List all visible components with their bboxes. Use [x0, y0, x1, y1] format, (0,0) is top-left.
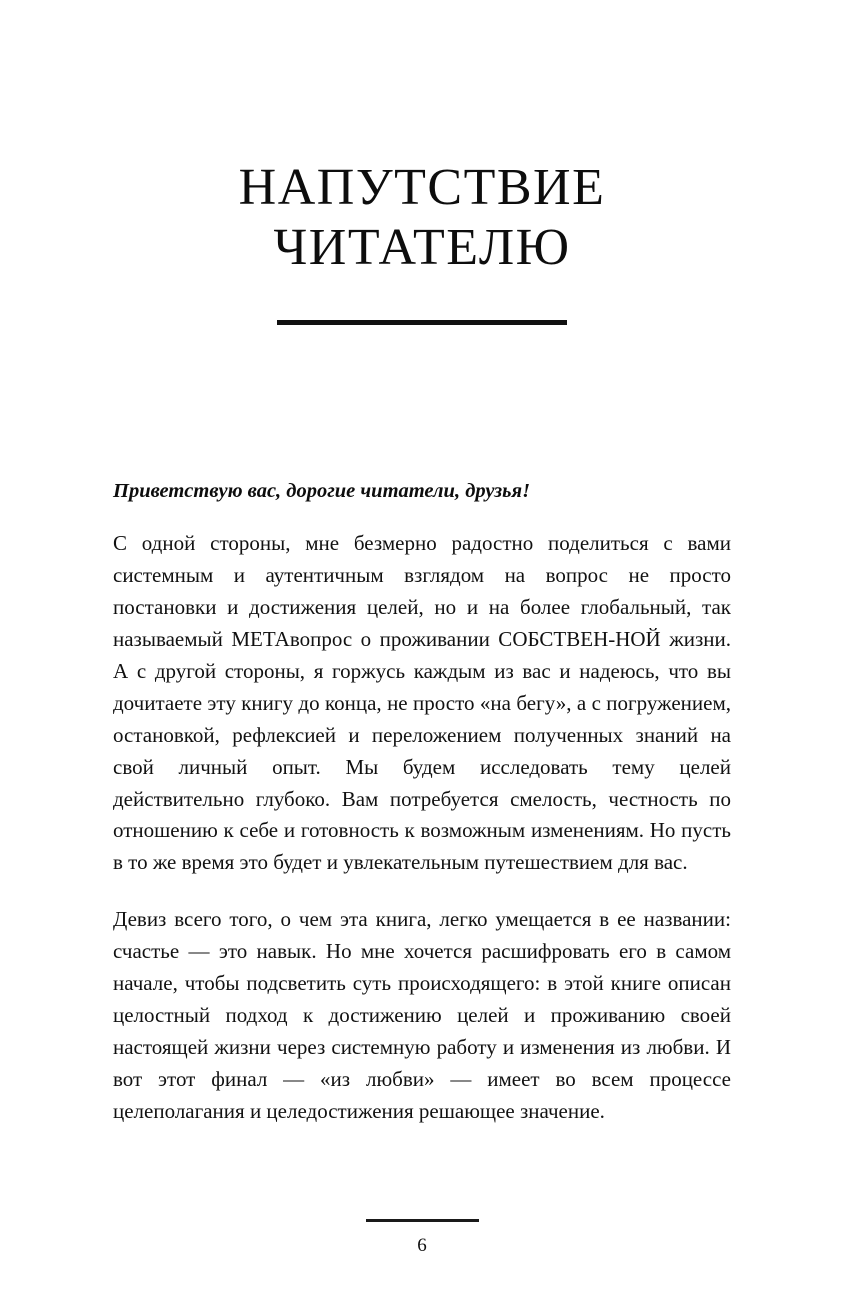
- body-text: [113, 477, 731, 1128]
- chapter-heading: [113, 0, 731, 325]
- paragraph-1: С одной стороны, мне безмерно радостно поделиться с вами системным и аутентичным взглядом на вопрос не просто постановки и достижения целей, но и на более глобальный, так называемый МЕТАвопрос о проживании СОБСТВЕН-НОЙ жизни. А с другой стороны, я горжусь каждым из вас и надеюсь, что вы дочитаете эту книгу до конца, не просто «на бегу», а с погружением, остановкой, рефлексией и переложением полученных знаний на свой личный опыт. Мы будем исследовать тему целей действительно глубоко. Вам потребуется смелость, честность по отношению к себе и готовность к возможным изменениям. Но пусть в то же время это будет и увлекательным путешествием для вас.: [113, 531, 731, 875]
- paragraph-2: Девиз всего того, о чем эта книга, легко умещается в ее названии: счастье — это навык. Но мне хочется расшифровать его в самом начале, чтобы подсветить суть происходящего: в этой книге описан целостный подход к достижению целей и проживанию своей настоящей жизни через системную работу и изменения из любви. И вот этот финал — «из любви» — имеет во всем процессе целеполагания и целедостижения решающее значение.: [113, 907, 731, 1123]
- title-divider: [277, 320, 567, 325]
- page-footer: [0, 1219, 844, 1255]
- page-number: 6: [417, 1235, 427, 1256]
- footer-divider: [366, 1219, 479, 1222]
- page-title-line-2: ЧИТАТЕЛЮ: [273, 218, 571, 276]
- lead-paragraph: Приветствую вас, дорогие читатели, друзья!: [113, 479, 531, 502]
- page-title-line-1: НАПУТСТВИЕ: [238, 159, 606, 216]
- page-title: [113, 158, 731, 278]
